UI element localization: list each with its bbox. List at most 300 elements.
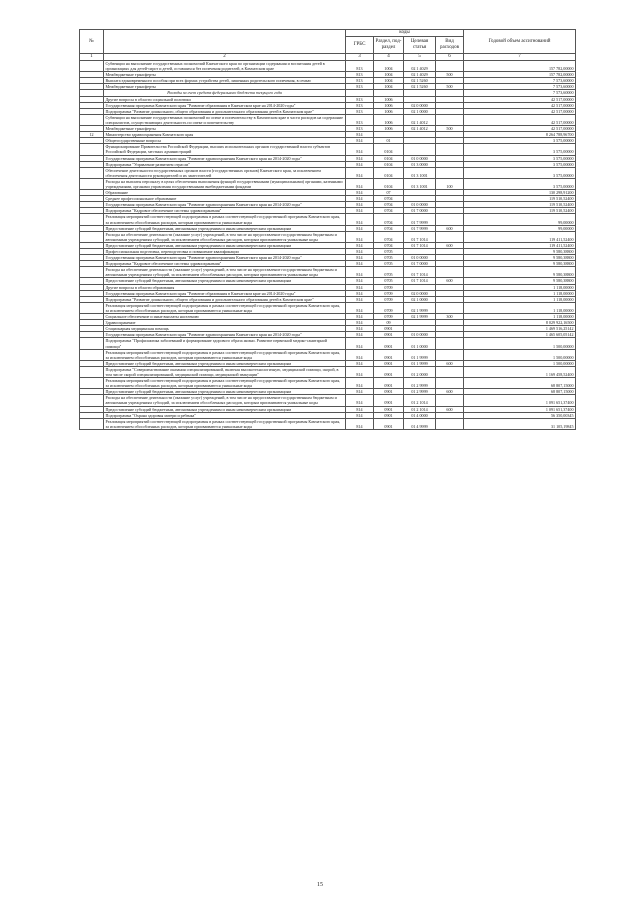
row-number: [80, 302, 104, 313]
row-razdel: 0705: [374, 278, 404, 284]
row-grbs: 814: [346, 412, 374, 418]
row-grbs: 814: [346, 249, 374, 255]
row-grbs: 813: [346, 108, 374, 114]
row-description: Социальное обеспечение и иные выплаты населению: [104, 314, 346, 320]
row-type: [436, 167, 464, 178]
row-number: [80, 114, 104, 125]
row-grbs: 814: [346, 178, 374, 189]
row-description: Межбюджетные трансферты: [104, 72, 346, 78]
row-description: Государственная программа Камчатского края "Развитие здравоохранения Камчатского края на 2014-2020 годы": [104, 332, 346, 338]
row-description: Подпрограмма "Развитие дошкольного, общего образования и дополнительного образования детей в Камчатском крае": [104, 108, 346, 114]
row-type: [436, 418, 464, 429]
row-target: 01 1 0000: [404, 338, 436, 349]
row-description: Предоставление субсидий бюджетным, автономным учреждениям и иным некоммерческим организациям: [104, 360, 346, 366]
row-type: 600: [436, 389, 464, 395]
row-grbs: 814: [346, 255, 374, 261]
row-target: 01 1 9999: [404, 349, 436, 360]
header-sum: Годовой объем ассигнований: [464, 30, 576, 54]
page-number: 15: [317, 882, 323, 888]
table-row: [80, 114, 576, 125]
row-type: [436, 366, 464, 377]
row-target: 01 0 0000: [404, 155, 436, 161]
row-number: [80, 167, 104, 178]
row-number: [80, 214, 104, 225]
row-razdel: 1004: [374, 78, 404, 84]
row-grbs: 814: [346, 261, 374, 267]
row-grbs: 814: [346, 155, 374, 161]
row-razdel: 0901: [374, 332, 404, 338]
row-razdel: 0104: [374, 144, 404, 155]
row-sum: 7 573,60000: [464, 78, 576, 84]
row-target: 01 7 1014: [404, 278, 436, 284]
row-target: 01 7 1014: [404, 231, 436, 242]
header-type: Вид расходов: [436, 37, 464, 54]
row-sum: 1 500,00000: [464, 338, 576, 349]
row-target: [404, 144, 436, 155]
row-sum: 3 575,00000: [464, 155, 576, 161]
row-number: [80, 395, 104, 406]
row-grbs: 814: [346, 406, 374, 412]
row-sum: 1 118,00000: [464, 302, 576, 313]
row-razdel: 0104: [374, 167, 404, 178]
row-sum: 3 575,00000: [464, 178, 576, 189]
row-sum: 1 469 516,25142: [464, 326, 576, 332]
row-target: 02 1 4012: [404, 114, 436, 125]
row-sum: 7 573,60000: [464, 84, 576, 90]
row-number: [80, 378, 104, 389]
row-grbs: 814: [346, 302, 374, 313]
row-type: [436, 61, 464, 72]
budget-table: [79, 29, 576, 430]
row-sum: 3 575,00000: [464, 161, 576, 167]
row-sum: 130 298,91200: [464, 190, 576, 196]
row-description: Подпрограмма "Охрана здоровья матери и ребенка": [104, 412, 346, 418]
row-grbs: 813: [346, 78, 374, 84]
row-type: 100: [436, 178, 464, 189]
row-target: 01 7 0000: [404, 208, 436, 214]
row-type: 600: [436, 360, 464, 366]
row-description: Общегосударственные вопросы: [104, 138, 346, 144]
row-description: Реализация мероприятий соответствующей подпрограммы в рамках соответствующей государственной программы Камчатского края, за исключением обособленных расходов, которым присваиваются уникальные коды: [104, 378, 346, 389]
row-target: 01 7 0000: [404, 261, 436, 267]
row-description: Субвенции на выполнение государственных полномочий по опеке и попечительству в Камчатском крае в части расходов на содержание специалистов, осуществляющих деятельность по опеке и попечительству: [104, 114, 346, 125]
row-sum: 3 575,00000: [464, 144, 576, 155]
row-razdel: 0704: [374, 208, 404, 214]
row-sum: 119 411,52400: [464, 231, 576, 242]
row-razdel: 09: [374, 320, 404, 326]
row-description: Подпрограмма "Совершенствование оказания специализированной, включая высокотехнологичную, медицинской помощи, скорой, в том числе скорой специализированной, медицинской помощи, медицинской эвакуации": [104, 366, 346, 377]
row-target: 02 1 5260: [404, 84, 436, 90]
col-num-5: 5: [404, 54, 436, 61]
row-sum: 99,00000: [464, 225, 576, 231]
row-razdel: 0709: [374, 302, 404, 313]
row-number: [80, 366, 104, 377]
row-razdel: 0709: [374, 314, 404, 320]
row-type: [436, 349, 464, 360]
document-page: [79, 29, 575, 430]
row-razdel: 07: [374, 190, 404, 196]
row-type: [436, 144, 464, 155]
row-description: Другие вопросы в области образования: [104, 284, 346, 290]
row-sum: 1 500,00000: [464, 349, 576, 360]
table-row: [80, 349, 576, 360]
row-grbs: 814: [346, 338, 374, 349]
table-row: [80, 144, 576, 155]
row-sum: 1 500,00000: [464, 360, 576, 366]
row-target: 01 2 1014: [404, 406, 436, 412]
row-target: 01 3 1001: [404, 178, 436, 189]
row-razdel: 0704: [374, 214, 404, 225]
row-razdel: 1004: [374, 61, 404, 72]
row-sum: 42 517,00000: [464, 108, 576, 114]
row-target: 01 7 9999: [404, 225, 436, 231]
row-sum: 1 091 651,37400: [464, 395, 576, 406]
row-razdel: 0901: [374, 378, 404, 389]
row-razdel: 0901: [374, 360, 404, 366]
row-target: 02 1 5260: [404, 78, 436, 84]
table-row: [80, 231, 576, 242]
row-razdel: 0709: [374, 284, 404, 290]
row-razdel: 0705: [374, 249, 404, 255]
row-target: 01 2 9999: [404, 378, 436, 389]
row-sum: 68 807,15000: [464, 378, 576, 389]
row-number: [80, 338, 104, 349]
row-description: Подпрограмма "Кадровое обеспечение системы здравоохранения": [104, 208, 346, 214]
row-target: 01 7 1014: [404, 242, 436, 248]
row-target: 01 3 0000: [404, 161, 436, 167]
row-description: Межбюджетные трансферты: [104, 126, 346, 132]
row-razdel: 1004: [374, 72, 404, 78]
row-razdel: 1004: [374, 84, 404, 90]
row-grbs: 814: [346, 144, 374, 155]
row-razdel: 0704: [374, 231, 404, 242]
row-grbs: 814: [346, 389, 374, 395]
row-target: 01 2 1014: [404, 395, 436, 406]
row-grbs: 813: [346, 72, 374, 78]
row-razdel: 1006: [374, 102, 404, 108]
row-sum: 8 264 788,96700: [464, 132, 576, 138]
header-grbs: ГРБС: [346, 37, 374, 54]
row-target: 02 1 4012: [404, 126, 436, 132]
row-description: Реализация мероприятий соответствующей подпрограммы в рамках соответствующей государственной программы Камчатского края, за исключением обособленных расходов, которым присваиваются уникальные коды: [104, 349, 346, 360]
row-grbs: 814: [346, 314, 374, 320]
row-razdel: 0704: [374, 225, 404, 231]
row-grbs: 814: [346, 214, 374, 225]
row-target: 02 0 0000: [404, 290, 436, 296]
row-sum: 1 091 651,37400: [464, 406, 576, 412]
row-type: 500: [436, 84, 464, 90]
row-grbs: 814: [346, 190, 374, 196]
row-sum: 42 517,00000: [464, 114, 576, 125]
col-num-6: 6: [436, 54, 464, 61]
row-description: Расходы на обеспечение деятельности (оказание услуг) учреждений, в том числе на предоставление государственным бюджетным и автономным учреждениям субсидий, за исключением обособленных расходов, которым присваиваются уникальные коды: [104, 267, 346, 278]
row-sum: 9 580,38800: [464, 267, 576, 278]
row-description: Подпрограмма "Управление развитием отрасли": [104, 161, 346, 167]
row-sum: 1 169 458,52400: [464, 366, 576, 377]
row-description: Подпрограмма "Профилактика заболеваний и формирование здорового образа жизни. Развитие первичной медико-санитарной помощи": [104, 338, 346, 349]
row-grbs: 814: [346, 349, 374, 360]
row-description: Предоставление субсидий бюджетным, автономным учреждениям и иным некоммерческим организациям: [104, 406, 346, 412]
row-type: 500: [436, 72, 464, 78]
row-grbs: 814: [346, 202, 374, 208]
row-sum: 119 510,52400: [464, 196, 576, 202]
table-row: [80, 338, 576, 349]
row-description: Предоставление субсидий бюджетным, автономным учреждениям и иным некоммерческим организациям: [104, 225, 346, 231]
row-target: 01 2 0000: [404, 366, 436, 377]
row-type: 300: [436, 314, 464, 320]
row-type: 600: [436, 242, 464, 248]
row-description: Здравоохранение: [104, 320, 346, 326]
row-description: Реализация мероприятий соответствующей подпрограммы в рамках соответствующей государственной программы Камчатского края, за исключением обособленных расходов, которым присваиваются уникальные коды: [104, 302, 346, 313]
row-grbs: 813: [346, 84, 374, 90]
row-description: Профессиональная подготовка, переподготовка и повышение квалификации: [104, 249, 346, 255]
row-sum: 42 517,00000: [464, 96, 576, 102]
row-description: Расходы за счет средств федерального бюджета текущего года: [104, 90, 346, 96]
row-sum: 119 510,52400: [464, 202, 576, 208]
row-sum: 8 029 922,16500: [464, 320, 576, 326]
row-target: 02 1 9999: [404, 302, 436, 313]
row-sum: 1 118,00000: [464, 314, 576, 320]
row-grbs: 814: [346, 395, 374, 406]
row-grbs: 814: [346, 161, 374, 167]
row-razdel: 0709: [374, 296, 404, 302]
row-razdel: 0704: [374, 202, 404, 208]
row-sum: 31 105,19845: [464, 418, 576, 429]
row-number: [80, 61, 104, 72]
row-grbs: 814: [346, 320, 374, 326]
table-row: [80, 178, 576, 189]
row-grbs: 814: [346, 231, 374, 242]
row-number: [80, 349, 104, 360]
row-grbs: 813: [346, 114, 374, 125]
row-sum: 42 517,00000: [464, 102, 576, 108]
row-grbs: 813: [346, 96, 374, 102]
row-number: [80, 267, 104, 278]
row-grbs: 814: [346, 290, 374, 296]
row-grbs: 814: [346, 208, 374, 214]
table-row: [80, 267, 576, 278]
row-description: Стационарная медицинская помощь: [104, 326, 346, 332]
row-razdel: 0901: [374, 418, 404, 429]
row-sum: 56 350,00345: [464, 412, 576, 418]
table-row: [80, 61, 576, 72]
row-grbs: 813: [346, 126, 374, 132]
row-description: Субвенции на выполнение государственных полномочий Камчатского края по организации содержания и воспитания детей в организациях для детей-сирот и детей, оставшихся без попечения родителей, в Камчатском крае: [104, 61, 346, 72]
row-description: Реализация мероприятий соответствующей подпрограммы в рамках соответствующей государственной программы Камчатского края, за исключением обособленных расходов, которым присваиваются уникальные коды: [104, 418, 346, 429]
row-description: Государственная программа Камчатского края "Развитие здравоохранения Камчатского края на 2014-2020 годы": [104, 155, 346, 161]
row-target: 01 0 0000: [404, 332, 436, 338]
header-target: Целевая статья: [404, 37, 436, 54]
row-sum: 157 782,00000: [464, 72, 576, 78]
col-num-1: 1: [80, 54, 104, 61]
row-type: 600: [436, 406, 464, 412]
row-sum: 1 118,00000: [464, 290, 576, 296]
row-target: 02 1 9999: [404, 314, 436, 320]
table-row: [80, 395, 576, 406]
row-grbs: 814: [346, 225, 374, 231]
row-sum: 9 580,38800: [464, 278, 576, 284]
row-sum: 3 575,00000: [464, 138, 576, 144]
row-description: Другие вопросы в области социальной политики: [104, 96, 346, 102]
row-target: 01 7 1014: [404, 267, 436, 278]
table-row: [80, 378, 576, 389]
row-target: 01 0 0000: [404, 255, 436, 261]
row-number: [80, 178, 104, 189]
row-razdel: 0901: [374, 395, 404, 406]
header-razdel: Раздел, под-раздел: [374, 37, 404, 54]
row-sum: 42 517,00000: [464, 126, 576, 132]
row-razdel: 0901: [374, 412, 404, 418]
row-sum: 9 580,38800: [464, 261, 576, 267]
row-description: Расходы на выплаты персоналу в целях обеспечения выполнения функций государственными (муниципальными) органами, казенными учреждениями, органами управления государственными внебюджетными фондами: [104, 178, 346, 189]
row-target: 02 1 0000: [404, 108, 436, 114]
row-grbs: 814: [346, 242, 374, 248]
row-razdel: 1006: [374, 114, 404, 125]
row-grbs: 814: [346, 366, 374, 377]
table-row: [80, 214, 576, 225]
row-description: Межбюджетные трансферты: [104, 84, 346, 90]
row-razdel: 0705: [374, 261, 404, 267]
row-sum: 7 573,60000: [464, 90, 576, 96]
row-type: [436, 267, 464, 278]
row-grbs: 814: [346, 267, 374, 278]
row-description: Функционирование Правительства Российской Федерации, высших исполнительных органов государственной власти субъектов Российской Федерации, местных администраций: [104, 144, 346, 155]
row-type: 600: [436, 278, 464, 284]
row-grbs: 814: [346, 360, 374, 366]
row-grbs: 814: [346, 138, 374, 144]
row-razdel: 0104: [374, 161, 404, 167]
row-type: [436, 302, 464, 313]
row-sum: 68 807,15000: [464, 389, 576, 395]
row-razdel: 1006: [374, 108, 404, 114]
row-sum: 157 782,00000: [464, 61, 576, 72]
row-target: 02 1 4029: [404, 72, 436, 78]
row-razdel: 0104: [374, 155, 404, 161]
row-grbs: 814: [346, 196, 374, 202]
row-target: 01 1 9999: [404, 360, 436, 366]
col-num-3: 3: [346, 54, 374, 61]
row-grbs: 814: [346, 418, 374, 429]
row-description: Расходы на обеспечение деятельности (оказание услуг) учреждений, в том числе на предоставление государственным бюджетным и автономным учреждениям субсидий, за исключением обособленных расходов, которым присваиваются уникальные коды: [104, 395, 346, 406]
row-razdel: 0704: [374, 196, 404, 202]
row-grbs: 814: [346, 278, 374, 284]
header-codes: коды: [346, 30, 464, 37]
row-target: 01 3 1001: [404, 167, 436, 178]
header-name: [104, 30, 346, 54]
row-target: 02 1 0000: [404, 296, 436, 302]
row-razdel: 0709: [374, 290, 404, 296]
row-type: [436, 231, 464, 242]
row-number: [80, 144, 104, 155]
table-row: [80, 366, 576, 377]
row-description: Государственная программа Камчатского края "Развитие образования в Камчатском крае на 2014-2020 годы": [104, 102, 346, 108]
col-num-2: 2: [104, 54, 346, 61]
row-grbs: 813: [346, 61, 374, 72]
row-sum: 119 510,52400: [464, 208, 576, 214]
row-grbs: 813: [346, 102, 374, 108]
row-razdel: 0901: [374, 406, 404, 412]
row-target: 01 4 0000: [404, 412, 436, 418]
row-razdel: 0901: [374, 326, 404, 332]
row-razdel: 0705: [374, 267, 404, 278]
row-description: Реализация мероприятий соответствующей подпрограммы в рамках соответствующей государственной программы Камчатского края, за исключением обособленных расходов, которым присваиваются уникальные коды: [104, 214, 346, 225]
row-target: 02 0 0000: [404, 102, 436, 108]
row-razdel: 0901: [374, 338, 404, 349]
row-target: 02 1 4029: [404, 61, 436, 72]
row-type: [436, 214, 464, 225]
row-description: Подпрограмма "Развитие дошкольного, общего образования и дополнительного образования детей в Камчатском крае": [104, 296, 346, 302]
row-grbs: 814: [346, 167, 374, 178]
row-type: 500: [436, 126, 464, 132]
row-description: Предоставление субсидий бюджетным, автономным учреждениям и иным некоммерческим организациям: [104, 242, 346, 248]
row-sum: 119 411,52400: [464, 242, 576, 248]
row-grbs: 814: [346, 332, 374, 338]
row-description: Обеспечение деятельности государственных органов власти (государственных органов) Камчатского края, за исключением обеспечения деятельности руководителей и их заместителей: [104, 167, 346, 178]
row-sum: 9 580,38800: [464, 255, 576, 261]
row-description: Выплата единовременного пособия при всех формах устройства детей, лишенных родительского попечения, в семью: [104, 78, 346, 84]
row-sum: 3 575,00000: [464, 167, 576, 178]
row-grbs: 814: [346, 296, 374, 302]
row-razdel: 1006: [374, 126, 404, 132]
col-num-4: 4: [374, 54, 404, 61]
row-razdel: 01: [374, 138, 404, 144]
table-body: [80, 61, 576, 430]
row-razdel: 0901: [374, 366, 404, 377]
row-target: 01 0 0000: [404, 202, 436, 208]
row-target: 01 7 9999: [404, 214, 436, 225]
table-row: [80, 302, 576, 313]
row-description: Образование: [104, 190, 346, 196]
row-type: [436, 378, 464, 389]
row-grbs: 814: [346, 132, 374, 138]
row-type: [436, 338, 464, 349]
row-sum: 1 118,00000: [464, 284, 576, 290]
col-num-7: 7: [464, 54, 576, 61]
row-description: Среднее профессиональное образование: [104, 196, 346, 202]
row-type: [436, 114, 464, 125]
row-razdel: 0704: [374, 242, 404, 248]
row-description: Расходы на обеспечение деятельности (оказание услуг) учреждений, в том числе на предоставление государственным бюджетным и автономным учреждениям субсидий, за исключением обособленных расходов, которым присваиваются уникальные коды: [104, 231, 346, 242]
row-razdel: 0104: [374, 178, 404, 189]
row-razdel: 0901: [374, 349, 404, 360]
header-number: №: [80, 30, 104, 54]
row-grbs: 814: [346, 378, 374, 389]
row-description: Предоставление субсидий бюджетным, автономным учреждениям и иным некоммерческим организациям: [104, 389, 346, 395]
row-grbs: 814: [346, 326, 374, 332]
table-row: [80, 167, 576, 178]
row-description: Государственная программа Камчатского края "Развитие здравоохранения Камчатского края на 2014-2020 годы": [104, 255, 346, 261]
row-number: 12: [80, 132, 104, 138]
row-grbs: 814: [346, 284, 374, 290]
row-sum: 1 465 605,05142: [464, 332, 576, 338]
row-razdel: 0901: [374, 389, 404, 395]
row-sum: 9 580,38800: [464, 249, 576, 255]
row-description: Предоставление субсидий бюджетным, автономным учреждениям и иным некоммерческим организациям: [104, 278, 346, 284]
row-description: Государственная программа Камчатского края "Развитие здравоохранения Камчатского края на 2014-2020 годы": [104, 202, 346, 208]
row-target: 01 2 9999: [404, 389, 436, 395]
row-sum: 1 118,00000: [464, 296, 576, 302]
row-razdel: 0705: [374, 255, 404, 261]
row-target: 01 4 9999: [404, 418, 436, 429]
row-type: [436, 395, 464, 406]
row-description: Министерство здравоохранения Камчатского края: [104, 132, 346, 138]
row-number: [80, 418, 104, 429]
row-description: Подпрограмма "Кадровое обеспечение системы здравоохранения": [104, 261, 346, 267]
row-type: 600: [436, 225, 464, 231]
row-razdel: 1006: [374, 96, 404, 102]
table-row: [80, 418, 576, 429]
row-description: Государственная программа Камчатского края "Развитие образования в Камчатском крае на 2014-2020 годы": [104, 290, 346, 296]
